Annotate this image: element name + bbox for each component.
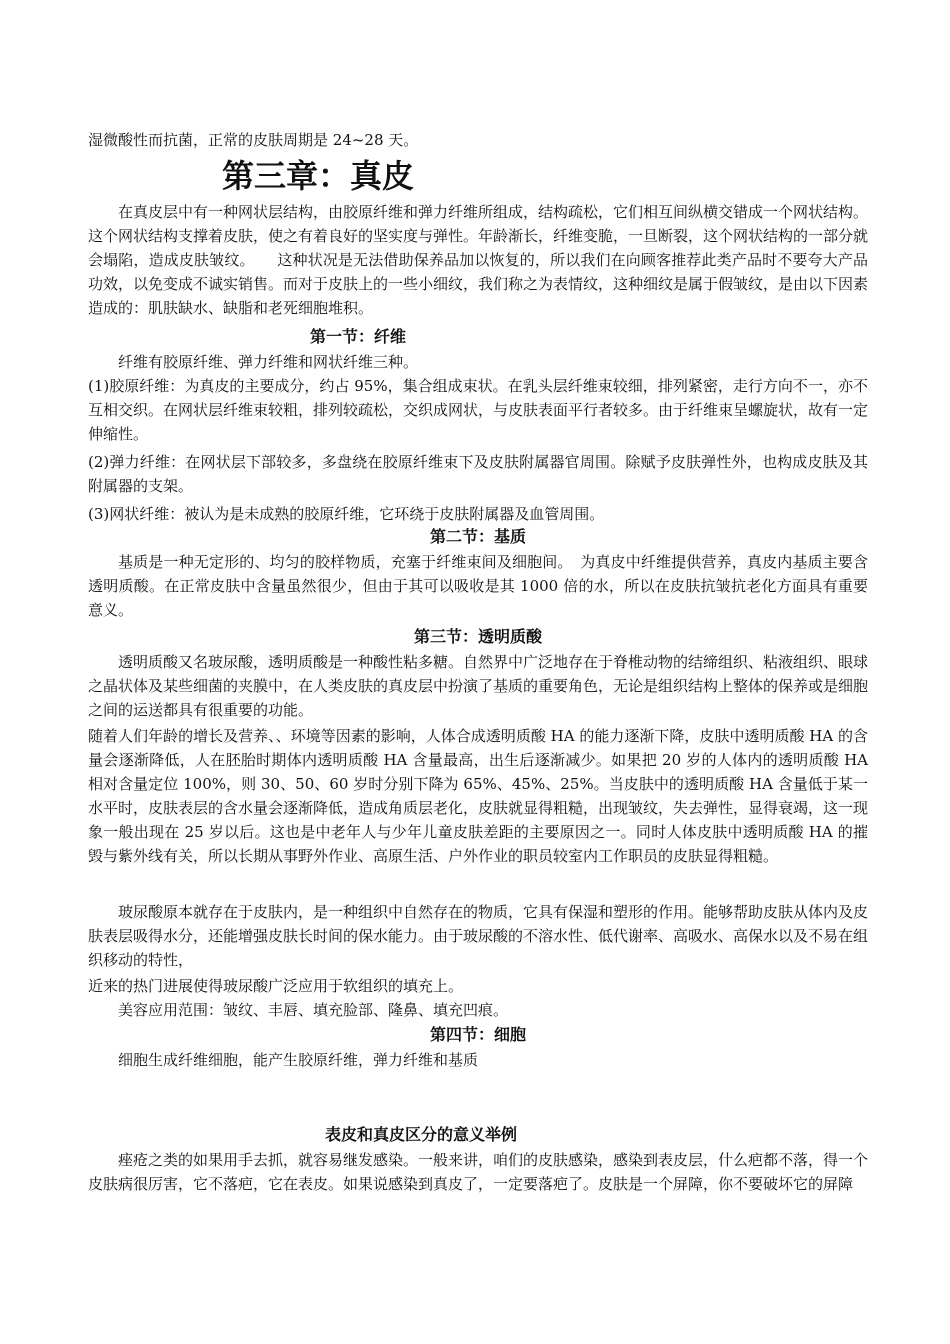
- section-matrix-paragraph: 基质是一种无定形的、均匀的胶样物质，充塞于纤维束间及细胞间。 为真皮中纤维提供营养，真皮内基质主要含透明质酸。在正常皮肤中含量虽然很少，但由于其可以吸收是其 1000 倍的水，所以在皮肤抗皱抗老化方面具有重要意义。: [88, 553, 868, 619]
- fiber-item-collagen: (1)胶原纤维：为真皮的主要成分，约占 95%，集合组成束状。在乳头层纤维束较细，排列紧密，走行方向不一，亦不互相交织。在网状层纤维束较粗，排列较疏松，交织成网状，与皮肤表面平行者较多。由于纤维束呈螺旋状，故有一定伸缩性。: [88, 377, 869, 443]
- chapter-intro-paragraph: 在真皮层中有一种网状层结构，由胶原纤维和弹力纤维所组成，结构疏松，它们相互间纵横交错成一个网状结构。这个网状结构支撑着皮肤，使之有着良好的坚实度与弹性。年龄渐长，纤维变脆，一旦断裂，这个网状结构的一部分就会塌陷，造成皮肤皱纹。 这种状况是无法借助保养品加以恢复的，所以我们在向顾客推荐此类产品时不要夸大产品功效，以免变成不诚实销售。而对于皮肤上的一些小细纹，我们称之为表情纹，这种细纹是属于假皱纹，是由以下因素造成的：肌肤缺水、缺脂和老死细胞堆积。: [88, 203, 869, 317]
- section-ha-paragraph-4: 近来的热门进展使得玻尿酸广泛应用于软组织的填充上。: [88, 977, 464, 995]
- section-ha-paragraph-2: 随着人们年龄的增长及营养、、环境等因素的影响，人体合成透明质酸 HA 的能力逐渐下降，皮肤中透明质酸 HA 的含量会逐渐降低，人在胚胎时期体内透明质酸 HA 含量最高，出生后逐渐减少。如果把 20 岁的人体内的透明质酸 HA 相对含量定位 100%，则 30、50、60 岁时分别下降为 65%、45%、25%。当皮肤中的透明质酸 HA 含量低于某一水平时，皮肤表层的含水量会逐渐降低，造成角质层老化，皮肤就显得粗糙，出现皱纹，失去弹性，显得衰竭，这一现象一般出现在 25 岁以后。这也是中老年人与少年儿童皮肤差距的主要原因之一。同时人体皮肤中透明质酸 HA 的摧毁与紫外线有关，所以长期从事野外作业、高原生活、户外作业的职员较室内工作职员的皮肤显得粗糙。: [88, 727, 869, 865]
- section-ha-paragraph-1: 透明质酸又名玻尿酸，透明质酸是一种酸性粘多糖。自然界中广泛地存在于脊椎动物的结缔组织、粘液组织、眼球之晶状体及某些细菌的夹膜中，在人类皮肤的真皮层中扮演了基质的重要角色，无论是组织结构上整体的保养或是细胞之间的运送都具有很重要的功能。: [88, 653, 869, 719]
- section-example-title: 表皮和真皮区分的意义举例: [324, 1125, 517, 1144]
- section-cell-title: 第四节：细胞: [429, 1025, 526, 1044]
- section-cell-paragraph: 细胞生成纤维细胞，能产生胶原纤维，弹力纤维和基质: [118, 1051, 479, 1069]
- section-fiber-intro: 纤维有胶原纤维、弹力纤维和网状纤维三种。: [118, 353, 419, 371]
- section-ha-title: 第三节：透明质酸: [413, 627, 542, 646]
- section-ha-paragraph-3: 玻尿酸原本就存在于皮肤内，是一种组织中自然存在的物质，它具有保湿和塑形的作用。能够帮助皮肤从体内及皮肤表层吸得水分，还能增强皮肤长时间的保水能力。由于玻尿酸的不溶水性、低代谢率、高吸水、高保水以及不易在组织移动的特性，: [88, 903, 869, 969]
- section-fiber-title: 第一节：纤维: [309, 327, 406, 346]
- section-example-paragraph: 痤疮之类的如果用手去抓，就容易继发感染。一般来讲，咱们的皮肤感染，感染到表皮层，什么疤都不落，得一个皮肤病很厉害，它不落疤，它在表皮。如果说感染到真皮了，一定要落疤了。皮肤是一个屏障，你不要破坏它的屏障: [88, 1151, 869, 1193]
- section-matrix-title: 第二节：基质: [429, 527, 526, 546]
- fiber-item-elastic: (2)弹力纤维：在网状层下部较多，多盘绕在胶原纤维束下及皮肤附属器官周围。除赋予皮肤弹性外，也构成皮肤及其附属器的支架。: [88, 453, 868, 495]
- chapter-title: 第三章：真皮: [222, 157, 415, 195]
- intro-tail-paragraph: 湿微酸性而抗菌，正常的皮肤周期是 24~28 天。: [88, 131, 419, 149]
- fiber-item-reticular: (3)网状纤维：被认为是未成熟的胶原纤维，它环绕于皮肤附属器及血管周围。: [88, 505, 605, 523]
- section-ha-paragraph-5: 美容应用范围：皱纹、丰唇、填充脸部、隆鼻、填充凹痕。: [118, 1001, 509, 1019]
